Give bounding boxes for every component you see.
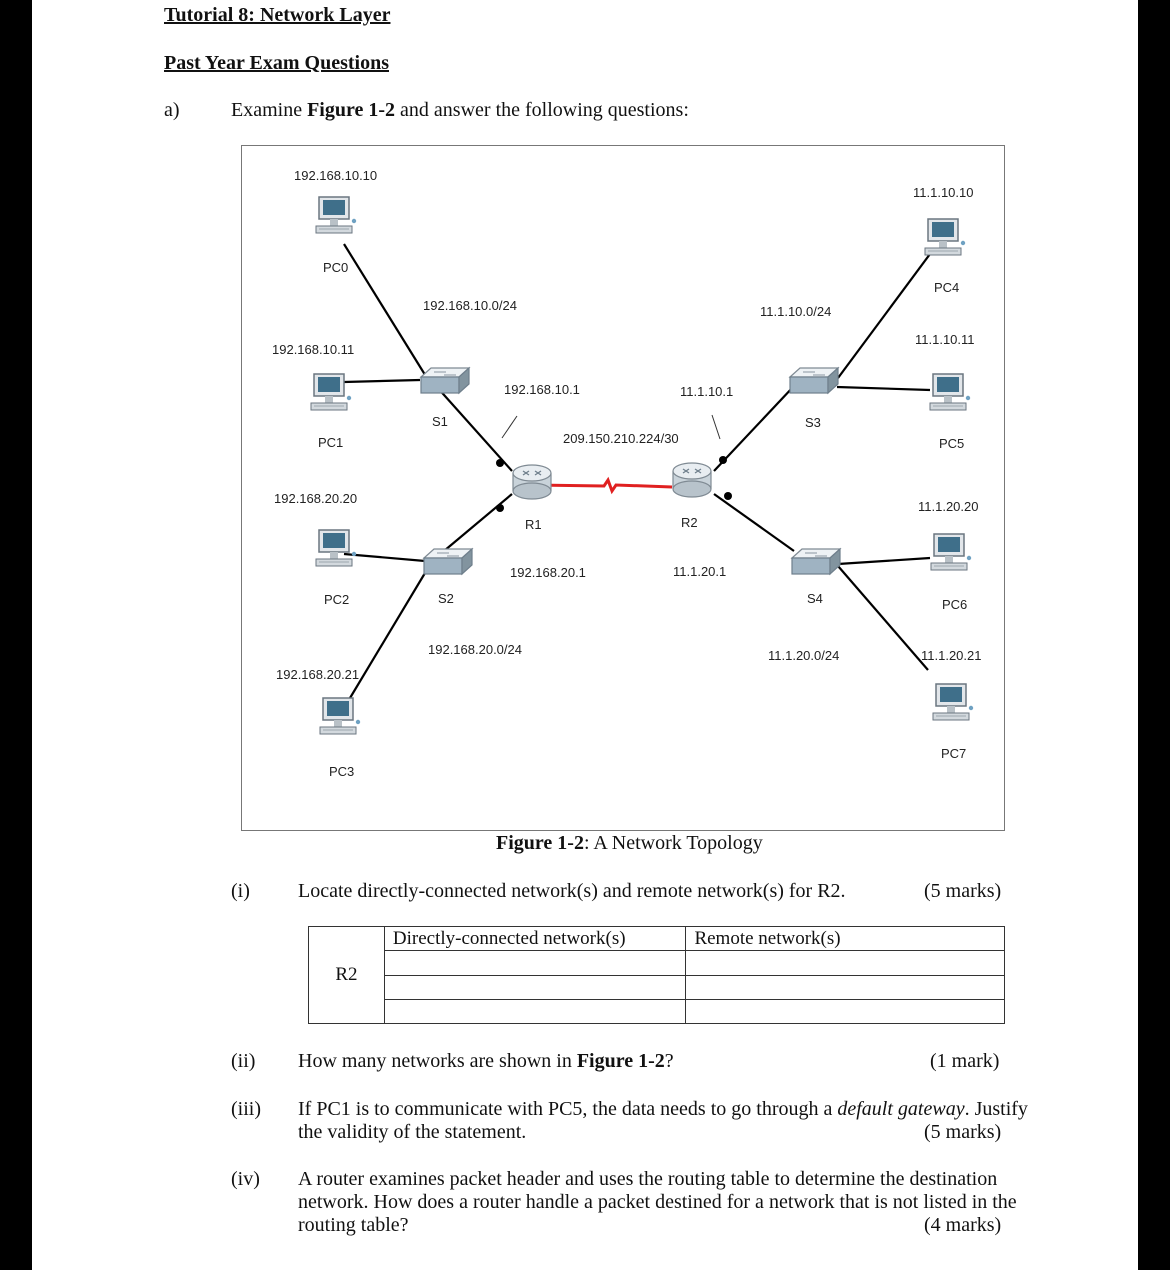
pc7-icon	[933, 684, 973, 720]
lan4-network: 11.1.20.0/24	[768, 648, 840, 663]
r2-label: R2	[681, 515, 698, 530]
q1-number: (i)	[231, 880, 250, 902]
r1-router-icon	[513, 465, 551, 499]
r1-label: R1	[525, 517, 542, 532]
header-remote: Remote network(s)	[686, 927, 1005, 951]
q3-text: If PC1 is to communicate with PC5, the data needs to go through a default gateway. Justify the validity of the statement.	[298, 1098, 1028, 1143]
pc2-icon	[316, 530, 356, 566]
pc4-ip: 11.1.10.10	[913, 185, 974, 200]
pc0-ip: 192.168.10.10	[294, 168, 378, 183]
q1-marks: (5 marks)	[924, 880, 1002, 902]
r2-gateway-lan3: 11.1.10.1	[680, 384, 734, 399]
answer-cell[interactable]	[686, 975, 1005, 999]
q4-text: A router examines packet header and uses the routing table to determine the destination network. How does a router handle a packet destined for a network that is not listed in the routing table?	[298, 1168, 1017, 1236]
r1-gateway-lan2: 192.168.20.1	[510, 565, 586, 580]
pc7-label: PC7	[941, 746, 967, 761]
pc5-ip: 11.1.10.11	[915, 332, 975, 347]
pc1-ip: 192.168.10.11	[272, 342, 355, 357]
right-page-edge	[1138, 0, 1170, 1270]
pc3-ip: 192.168.20.21	[276, 667, 360, 682]
part-a-label: a)	[164, 99, 180, 121]
q2-number: (ii)	[231, 1050, 256, 1072]
pc4-icon	[925, 219, 965, 255]
q3-marks: (5 marks)	[924, 1121, 1002, 1143]
q2-text: How many networks are shown in Figure 1-2?	[298, 1050, 674, 1072]
answer-row-label: R2	[309, 927, 385, 1024]
answer-cell[interactable]	[686, 999, 1005, 1023]
section-subtitle: Past Year Exam Questions	[164, 52, 389, 74]
answer-cell[interactable]	[384, 951, 686, 975]
pc6-icon	[931, 534, 971, 570]
pc2-label: PC2	[324, 592, 350, 607]
q2-marks: (1 mark)	[930, 1050, 1000, 1072]
answer-cell[interactable]	[686, 951, 1005, 975]
lan1-network: 192.168.10.0/24	[423, 298, 517, 313]
pc7-ip: 11.1.20.21	[921, 648, 982, 663]
pc2-ip: 192.168.20.20	[274, 491, 358, 506]
answer-table	[308, 926, 1005, 1024]
s1-label: S1	[432, 414, 448, 429]
pc6-ip: 11.1.20.20	[918, 499, 979, 514]
topology-diagram	[242, 146, 1006, 832]
pc1-label: PC1	[318, 435, 344, 450]
r2-router-icon	[673, 463, 711, 497]
s3-label: S3	[805, 415, 821, 430]
q3-number: (iii)	[231, 1098, 261, 1120]
pc5-label: PC5	[939, 436, 965, 451]
pc0-label: PC0	[323, 260, 349, 275]
lan2-network: 192.168.20.0/24	[428, 642, 522, 657]
r2-gateway-lan4: 11.1.20.1	[673, 564, 727, 579]
pc3-icon	[320, 698, 360, 734]
part-a-intro: Examine Figure 1-2 and answer the following questions:	[231, 99, 689, 121]
wan-network: 209.150.210.224/30	[563, 431, 679, 446]
q4-marks: (4 marks)	[924, 1214, 1002, 1236]
answer-cell[interactable]	[384, 975, 686, 999]
s4-switch-icon	[792, 549, 840, 574]
network-topology-figure	[241, 145, 1005, 831]
pc6-label: PC6	[942, 597, 968, 612]
s3-switch-icon	[790, 368, 838, 393]
q4-number: (iv)	[231, 1168, 260, 1190]
pc3-label: PC3	[329, 764, 355, 779]
pc4-label: PC4	[934, 280, 960, 295]
answer-cell[interactable]	[384, 999, 686, 1023]
q1-text: Locate directly-connected network(s) and remote network(s) for R2.	[298, 880, 846, 902]
pc0-icon	[316, 197, 356, 233]
tutorial-title: Tutorial 8: Network Layer	[164, 4, 391, 26]
s4-label: S4	[807, 591, 823, 606]
lan3-network: 11.1.10.0/24	[760, 304, 832, 319]
s2-label: S2	[438, 591, 454, 606]
r1-gateway-lan1: 192.168.10.1	[504, 382, 580, 397]
s1-switch-icon	[421, 368, 469, 393]
header-direct: Directly-connected network(s)	[384, 927, 686, 951]
pc5-icon	[930, 374, 970, 410]
left-page-edge	[0, 0, 32, 1270]
s2-switch-icon	[424, 549, 472, 574]
figure-caption: Figure 1-2: A Network Topology	[496, 832, 763, 854]
pc1-icon	[311, 374, 351, 410]
serial-wan-link	[534, 480, 672, 491]
